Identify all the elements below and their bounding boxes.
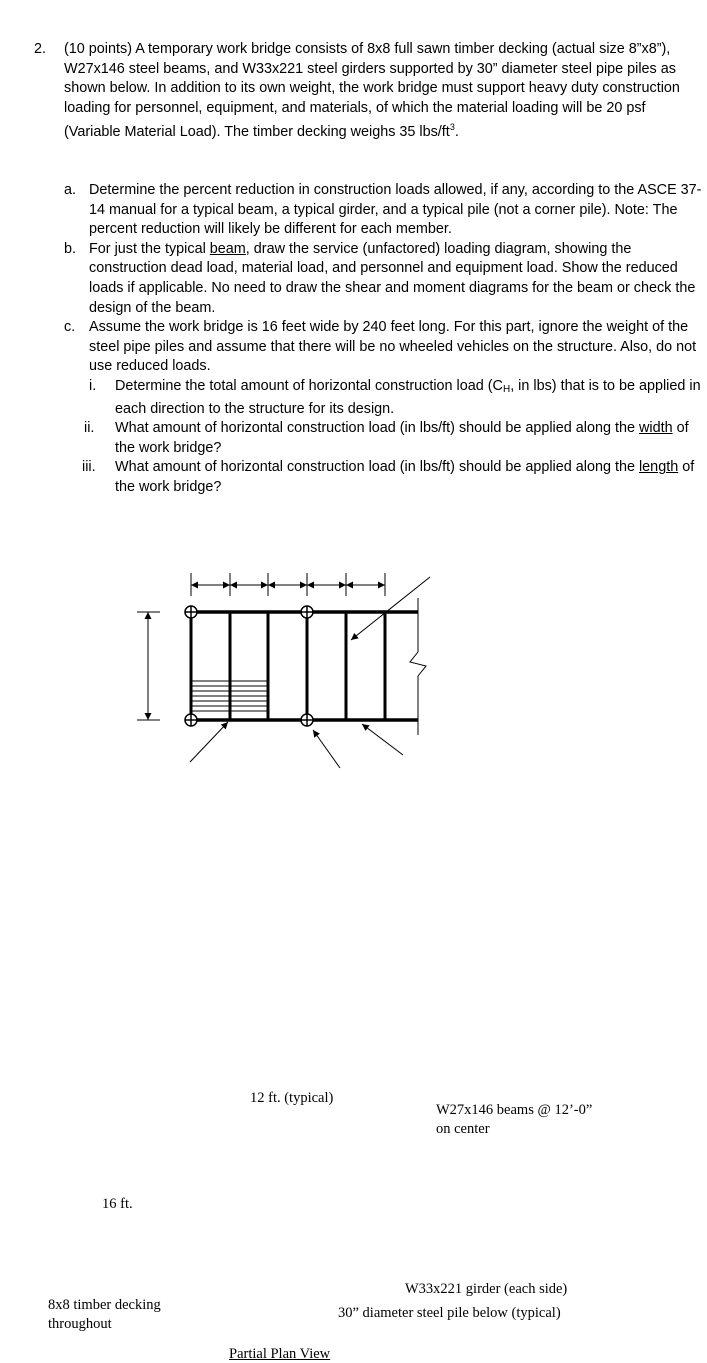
part-c-ii-label: ii. [84,420,95,437]
part-b-text-after: , draw the service (unfactored) loading diagram, showing the construction dead load, material load, and personnel and equipment load. Show the reduced loads if applicable. No need to draw the shear and moment diagrams for the beam or check the design of the beam. [89,240,696,316]
problem-intro-end: . [454,124,459,141]
part-c-iii-text-before: What amount of horizontal construction load (in lbs/ft) should be applied along the [115,459,639,476]
part-c-ii-underlined: width [638,420,673,437]
part-c-label: c. [64,319,76,336]
spacing-label: 12 ft. (typical) [250,1090,334,1106]
part-c-i-text-before: Determine the total amount of horizontal construction load (C [115,377,503,394]
part-c-i-text-after: , in lbs) that is to be applied in each direction to the structure for its design. [115,377,701,417]
problem-intro [64,40,694,143]
problem-points: (10 points) [64,41,132,57]
girder-label: W33x221 girder (each side) [405,1281,568,1297]
decking-label-line1: 8x8 timber decking [48,1297,161,1313]
part-b-underlined: beam [209,240,246,257]
part-c-i-subscript: H [502,383,511,395]
part-c-iii-underlined: length [638,459,679,476]
part-c-ii [62,419,702,458]
pile-top-left [185,606,197,618]
problem-intro-text: A temporary work bridge consists of 8x8 full sawn timber decking (actual size 8”x8”), W27x146 steel beams, and W33x221 steel girders supported by 30” diameter steel pipe piles as shown below. In addition to its own weight, the work bridge must support heavy duty construction loading for personnel, equipment, and materials, of which the material loading will be 20 psf (Variable Material Load). The timber decking weighs 35 lbs/ft [64,41,680,141]
spacing-dimension [191,573,385,596]
part-c-iii [62,458,702,497]
part-c-ii-text-after: of the work bridge? [115,420,689,456]
part-c-iii-text-after: of the work bridge? [115,459,695,495]
girder-leader [362,724,403,755]
break-line [410,598,426,735]
partial-plan-view-figure [0,540,707,1362]
steel-piles [185,606,313,726]
part-c-i-label: i. [89,377,97,394]
pile-bottom-mid [301,714,313,726]
part-c-text: Assume the work bridge is 16 feet wide by 240 feet long. For this part, ignore the weight of the steel pipe piles and assume that there will be no wheeled vehicles on the structure. Also, do not use reduced loads. [89,319,697,375]
figure-caption: Partial Plan View [229,1346,331,1362]
beams [191,612,385,720]
decking-leader [190,722,228,762]
part-a [62,181,702,240]
width-dimension [137,612,160,720]
problem-parts [62,181,702,498]
part-b-label: b. [64,240,77,257]
timber-decking-hatch [191,681,268,711]
width-label: 16 ft. [102,1196,133,1212]
part-c-subparts [82,377,702,498]
leader-lines [190,577,430,768]
pile-bottom-left [185,714,197,726]
decking-label-line2: throughout [48,1316,112,1332]
part-a-label: a. [64,182,77,198]
part-b [62,240,702,318]
pile-top-mid [301,606,313,618]
part-c-iii-label: iii. [82,459,96,476]
part-b-text-before: For just the typical [89,240,210,257]
part-c-i [62,377,702,419]
beams-label-line1: W27x146 beams @ 12’-0” [436,1102,593,1118]
problem-statement [34,40,694,143]
problem-number: 2. [34,41,47,57]
part-c [62,318,702,497]
beams-label-line2: on center [436,1121,490,1137]
pile-leader [313,730,340,768]
problem-intro-superscript: 3 [449,122,455,133]
part-a-text: Determine the percent reduction in construction loads allowed, if any, according to the ASCE 37-14 manual for a typical beam, a typical girder, and a typical pile (not a corner pile). Note: The percent reduction will likely be different for each member. [89,182,702,238]
pile-label: 30” diameter steel pile below (typical) [338,1305,561,1321]
part-c-ii-text-before: What amount of horizontal construction load (in lbs/ft) should be applied along the [115,420,639,437]
plan-view-drawing [0,540,707,861]
